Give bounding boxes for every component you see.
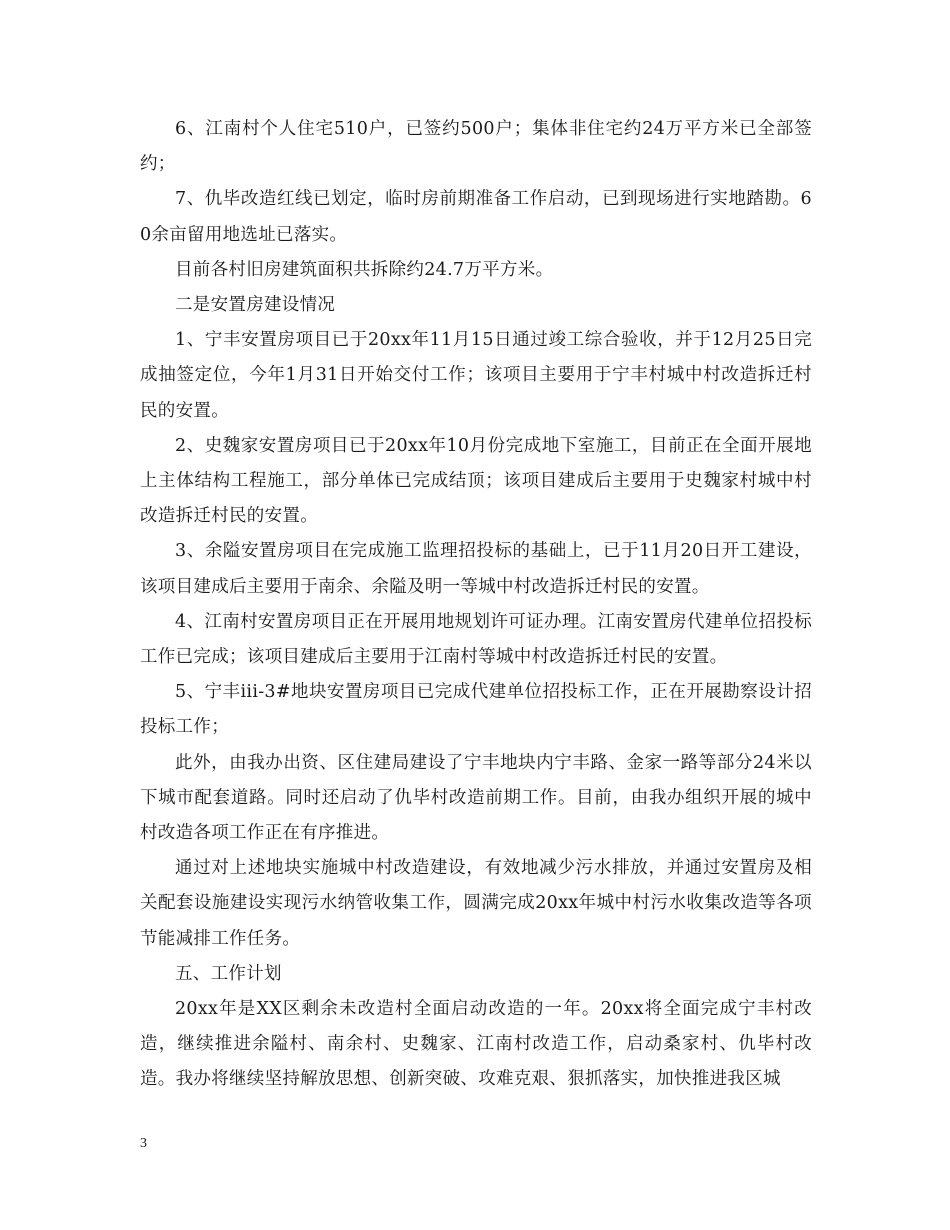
paragraph-demolition-total: 目前各村旧房建筑面积共拆除约24.7万平方米。 xyxy=(175,259,554,280)
page-number: 3 xyxy=(140,1136,147,1151)
paragraph-jiangnan-residences: 6、江南村个人住宅510户，已签约500户；集体非住宅约24万平方米已全部签约； xyxy=(140,119,812,175)
paragraph-ningfeng-project: 1、宁丰安置房项目已于20xx年11月15日通过竣工综合验收，并于12月25日完成抽签定位，今年1月31日开始交付工作；该项目主要用于宁丰村城中村改造拆迁村民的安置。 xyxy=(140,330,812,421)
document-body xyxy=(140,112,812,1098)
section-heading-resettlement-housing: 二是安置房建设情况 xyxy=(175,295,336,316)
paragraph-yuai-project: 3、余隘安置房项目在完成施工监理招投标的基础上，已于11月20日开工建设，该项目建成后主要用于南余、余隘及明一等城中村改造拆迁村民的安置。 xyxy=(140,541,812,597)
paragraph-shiweijia-project: 2、史魏家安置房项目已于20xx年10月份完成地下室施工，目前正在全面开展地上主体结构工程施工，部分单体已完成结顶；该项目建成后主要用于史魏家村城中村改造拆迁村民的安置。 xyxy=(140,435,812,527)
paragraph-ningfeng-iii3-project: 5、宁丰iii-3#地块安置房项目已完成代建单位招投标工作，正在开展勘察设计招投标工作； xyxy=(140,682,812,738)
paragraph-choubi-redline: 7、仇毕改造红线已划定，临时房前期准备工作启动，已到现场进行实地踏勘。60余亩留用地选址已落实。 xyxy=(140,189,812,245)
paragraph-jiangnan-project: 4、江南村安置房项目正在开展用地规划许可证办理。江南安置房代建单位招投标工作已完成；该项目建成后主要用于江南村等城中村改造拆迁村民的安置。 xyxy=(140,611,812,668)
paragraph-sewage-collection: 通过对上述地块实施城中村改造建设，有效地减少污水排放，并通过安置房及相关配套设施建设实现污水纳管收集工作，圆满完成20xx年城中村污水收集改造等各项节能减排工作任务。 xyxy=(140,858,812,949)
section-heading-work-plan: 五、工作计划 xyxy=(175,963,282,984)
paragraph-supporting-roads: 此外，由我办出资、区住建局建设了宁丰地块内宁丰路、金家一路等部分24米以下城市配套道路。同时还启动了仇毕村改造前期工作。目前，由我办组织开展的城中村改造各项工作正在有序推进。 xyxy=(140,752,812,844)
paragraph-work-plan: 20xx年是XX区剩余未改造村全面启动改造的一年。20xx将全面完成宁丰村改造，继续推进余隘村、南余村、史魏家、江南村改造工作，启动桑家村、仇毕村改造。我办将继续坚持解放思想、创新突破、攻难克艰、狠抓落实，加快推进我区城 xyxy=(140,999,812,1090)
